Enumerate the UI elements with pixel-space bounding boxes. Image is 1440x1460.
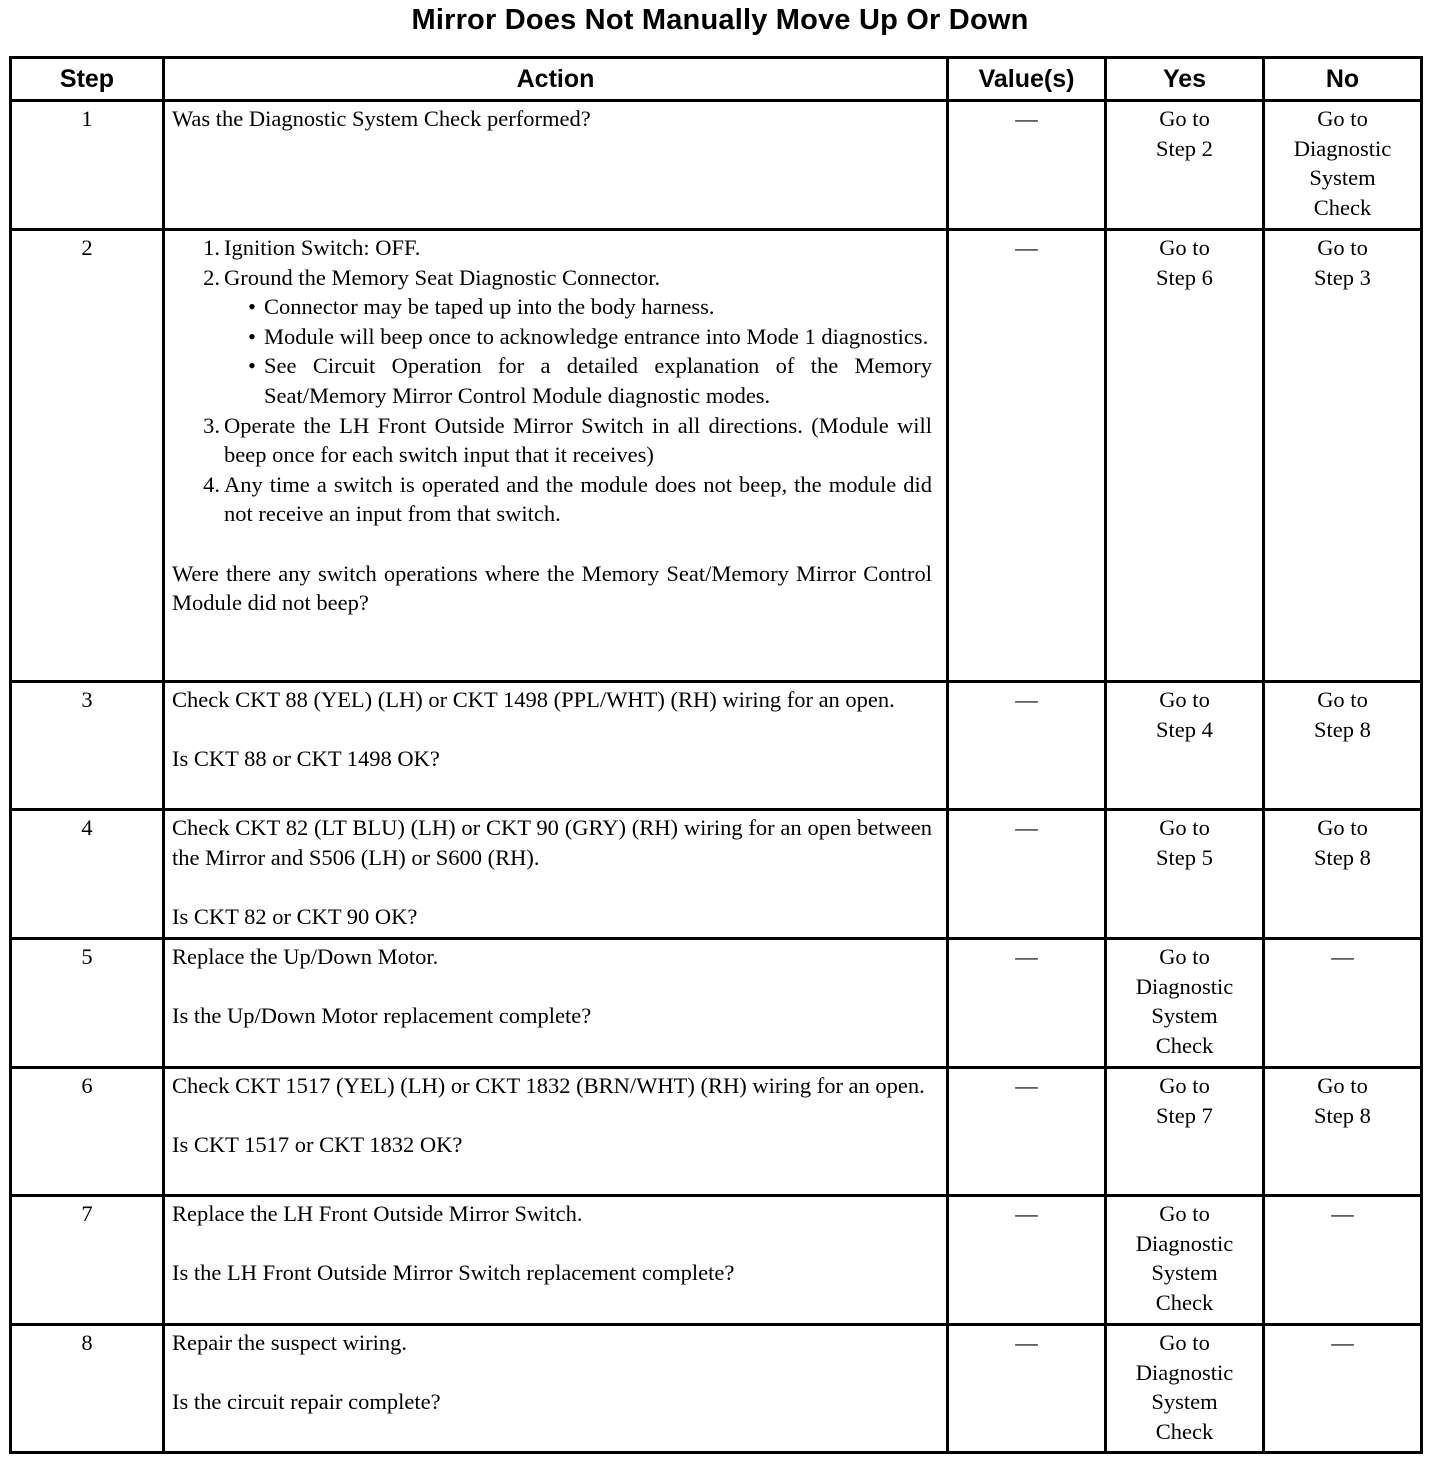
- value-cell: —: [948, 230, 1106, 682]
- value-cell: —: [948, 101, 1106, 230]
- yes-cell: [1106, 810, 1264, 939]
- column-header-yes: Yes: [1106, 58, 1264, 101]
- yes-line: Go to: [1159, 944, 1210, 969]
- table-row: [11, 1068, 1422, 1196]
- step-number: 5: [11, 939, 164, 1068]
- yes-cell: [1106, 682, 1264, 810]
- no-cell: [1264, 939, 1422, 1068]
- value-cell: —: [948, 1325, 1106, 1453]
- no-line: Check: [1313, 194, 1372, 220]
- table-row: [11, 1325, 1422, 1453]
- column-header-action: Action: [164, 58, 948, 101]
- action-question: Is the circuit repair complete?: [172, 1389, 441, 1415]
- value-cell: —: [948, 810, 1106, 939]
- step-number: 7: [11, 1196, 164, 1325]
- column-header-values: Value(s): [948, 58, 1106, 101]
- yes-cell: [1106, 939, 1264, 1068]
- yes-line: Go to: [1159, 1330, 1210, 1355]
- procedure-step-text: Operate the LH Front Outside Mirror Switch in all directions. (Module will beep once for each switch input that it receives): [224, 412, 932, 468]
- procedure-list: [172, 233, 932, 529]
- no-line: Step 8: [1314, 1102, 1371, 1128]
- no-cell: [1264, 1325, 1422, 1453]
- action-text: Check CKT 1517 (YEL) (LH) or CKT 1832 (BRN/WHT) (RH) wiring for an open.: [172, 1073, 925, 1098]
- yes-line: Go to: [1159, 687, 1210, 712]
- action-text: Check CKT 82 (LT BLU) (LH) or CKT 90 (GRY) (RH) wiring for an open between the Mirror and S506 (LH) or S600 (RH).: [172, 815, 938, 870]
- step-number: 4: [11, 810, 164, 939]
- procedure-step-number: 1.: [203, 235, 220, 260]
- action-cell: [164, 1196, 948, 1325]
- procedure-step-number: 4.: [203, 471, 220, 497]
- step-number: 6: [11, 1068, 164, 1196]
- action-question: Were there any switch operations where the Memory Seat/Memory Mirror Control Module did not beep?: [172, 560, 938, 616]
- action-question: Is CKT 1517 or CKT 1832 OK?: [172, 1132, 463, 1158]
- yes-cell: [1106, 1068, 1264, 1196]
- action-cell: [164, 810, 948, 939]
- no-line: —: [1331, 1201, 1354, 1226]
- value-cell: —: [948, 1196, 1106, 1325]
- action-text: Check CKT 88 (YEL) (LH) or CKT 1498 (PPL/WHT) (RH) wiring for an open.: [172, 687, 895, 712]
- no-cell: [1264, 1068, 1422, 1196]
- yes-line: Go to: [1159, 235, 1210, 260]
- diagnostic-table: [9, 56, 1423, 1454]
- procedure-bullet-text: See Circuit Operation for a detailed explanation of the Memory Seat/Memory Mirror Control Module diagnostic modes.: [264, 353, 932, 408]
- no-line: Step 3: [1314, 264, 1371, 290]
- no-line: Diagnostic: [1293, 135, 1392, 161]
- table-row: [11, 810, 1422, 939]
- procedure-bullets: [224, 292, 932, 410]
- step-number: 1: [11, 101, 164, 230]
- header-row: [11, 58, 1422, 101]
- yes-line: Go to: [1159, 1073, 1210, 1098]
- yes-line: Step 7: [1156, 1102, 1213, 1128]
- yes-line: Check: [1155, 1289, 1214, 1315]
- action-text: Was the Diagnostic System Check performed?: [172, 106, 591, 131]
- action-question: Is CKT 82 or CKT 90 OK?: [172, 903, 418, 929]
- procedure-step: [203, 470, 932, 529]
- yes-line: Go to: [1159, 815, 1210, 840]
- no-line: —: [1331, 1330, 1354, 1355]
- yes-line: System: [1151, 1260, 1218, 1286]
- action-question: Is the Up/Down Motor replacement complete?: [172, 1003, 592, 1029]
- no-line: Go to: [1317, 687, 1368, 712]
- no-cell: [1264, 101, 1422, 230]
- yes-line: System: [1151, 1003, 1218, 1029]
- procedure-step-text: Ignition Switch: OFF.: [224, 235, 421, 260]
- action-text: Replace the LH Front Outside Mirror Switch.: [172, 1201, 583, 1226]
- bullet-icon: •: [248, 323, 256, 349]
- no-line: Go to: [1317, 106, 1368, 131]
- action-question: Is CKT 88 or CKT 1498 OK?: [172, 746, 440, 772]
- step-number: 2: [11, 230, 164, 682]
- table-row: [11, 101, 1422, 230]
- yes-cell: [1106, 101, 1264, 230]
- yes-line: Go to: [1159, 106, 1210, 131]
- action-cell: [164, 682, 948, 810]
- value-cell: —: [948, 1068, 1106, 1196]
- column-header-no: No: [1264, 58, 1422, 101]
- no-cell: [1264, 810, 1422, 939]
- action-cell: [164, 101, 948, 230]
- no-cell: [1264, 682, 1422, 810]
- procedure-step-text: Any time a switch is operated and the module does not beep, the module did not receive an input from that switch.: [224, 471, 932, 527]
- action-text: Repair the suspect wiring.: [172, 1330, 407, 1355]
- value-cell: —: [948, 682, 1106, 810]
- yes-line: Check: [1155, 1418, 1214, 1444]
- table-row: [11, 1196, 1422, 1325]
- step-number: 3: [11, 682, 164, 810]
- procedure-bullet-text: Module will beep once to acknowledge entrance into Mode 1 diagnostics.: [264, 323, 929, 349]
- value-cell: —: [948, 939, 1106, 1068]
- yes-cell: [1106, 1325, 1264, 1453]
- yes-line: Diagnostic: [1135, 973, 1234, 999]
- action-question: Is the LH Front Outside Mirror Switch replacement complete?: [172, 1260, 735, 1286]
- yes-line: Step 5: [1156, 844, 1213, 870]
- action-cell: [164, 1325, 948, 1453]
- procedure-step: [203, 233, 932, 263]
- bullet-icon: •: [248, 353, 256, 379]
- action-cell: [164, 230, 948, 682]
- action-cell: [164, 1068, 948, 1196]
- procedure-bullet: [248, 351, 932, 410]
- bullet-icon: •: [248, 294, 256, 320]
- no-line: —: [1331, 944, 1354, 969]
- procedure-bullet: [248, 292, 932, 322]
- no-cell: [1264, 1196, 1422, 1325]
- column-header-step: Step: [11, 58, 164, 101]
- yes-line: System: [1151, 1389, 1218, 1415]
- procedure-step-number: 3.: [203, 412, 220, 438]
- no-line: Go to: [1317, 235, 1368, 260]
- procedure-bullet: [248, 322, 932, 352]
- yes-cell: [1106, 230, 1264, 682]
- no-line: Go to: [1317, 1073, 1368, 1098]
- page-title: Mirror Does Not Manually Move Up Or Down: [411, 4, 1029, 36]
- action-cell: [164, 939, 948, 1068]
- no-line: System: [1309, 165, 1376, 191]
- procedure-step-number: 2.: [203, 264, 220, 290]
- yes-line: Diagnostic: [1135, 1359, 1234, 1385]
- procedure-step: [203, 411, 932, 470]
- yes-line: Step 2: [1156, 135, 1213, 161]
- yes-line: Step 4: [1156, 716, 1213, 742]
- yes-cell: [1106, 1196, 1264, 1325]
- yes-line: Step 6: [1156, 264, 1213, 290]
- no-line: Go to: [1317, 815, 1368, 840]
- no-cell: [1264, 230, 1422, 682]
- no-line: Step 8: [1314, 716, 1371, 742]
- table-row: [11, 230, 1422, 682]
- no-line: Step 8: [1314, 844, 1371, 870]
- step-number: 8: [11, 1325, 164, 1453]
- yes-line: Diagnostic: [1135, 1230, 1234, 1256]
- yes-line: Go to: [1159, 1201, 1210, 1226]
- procedure-step-text: Ground the Memory Seat Diagnostic Connector.: [224, 264, 661, 290]
- table-row: [11, 939, 1422, 1068]
- action-text: Replace the Up/Down Motor.: [172, 944, 439, 969]
- procedure-bullet-text: Connector may be taped up into the body harness.: [264, 294, 715, 320]
- table-row: [11, 682, 1422, 810]
- yes-line: Check: [1155, 1032, 1214, 1058]
- procedure-step: [203, 263, 932, 411]
